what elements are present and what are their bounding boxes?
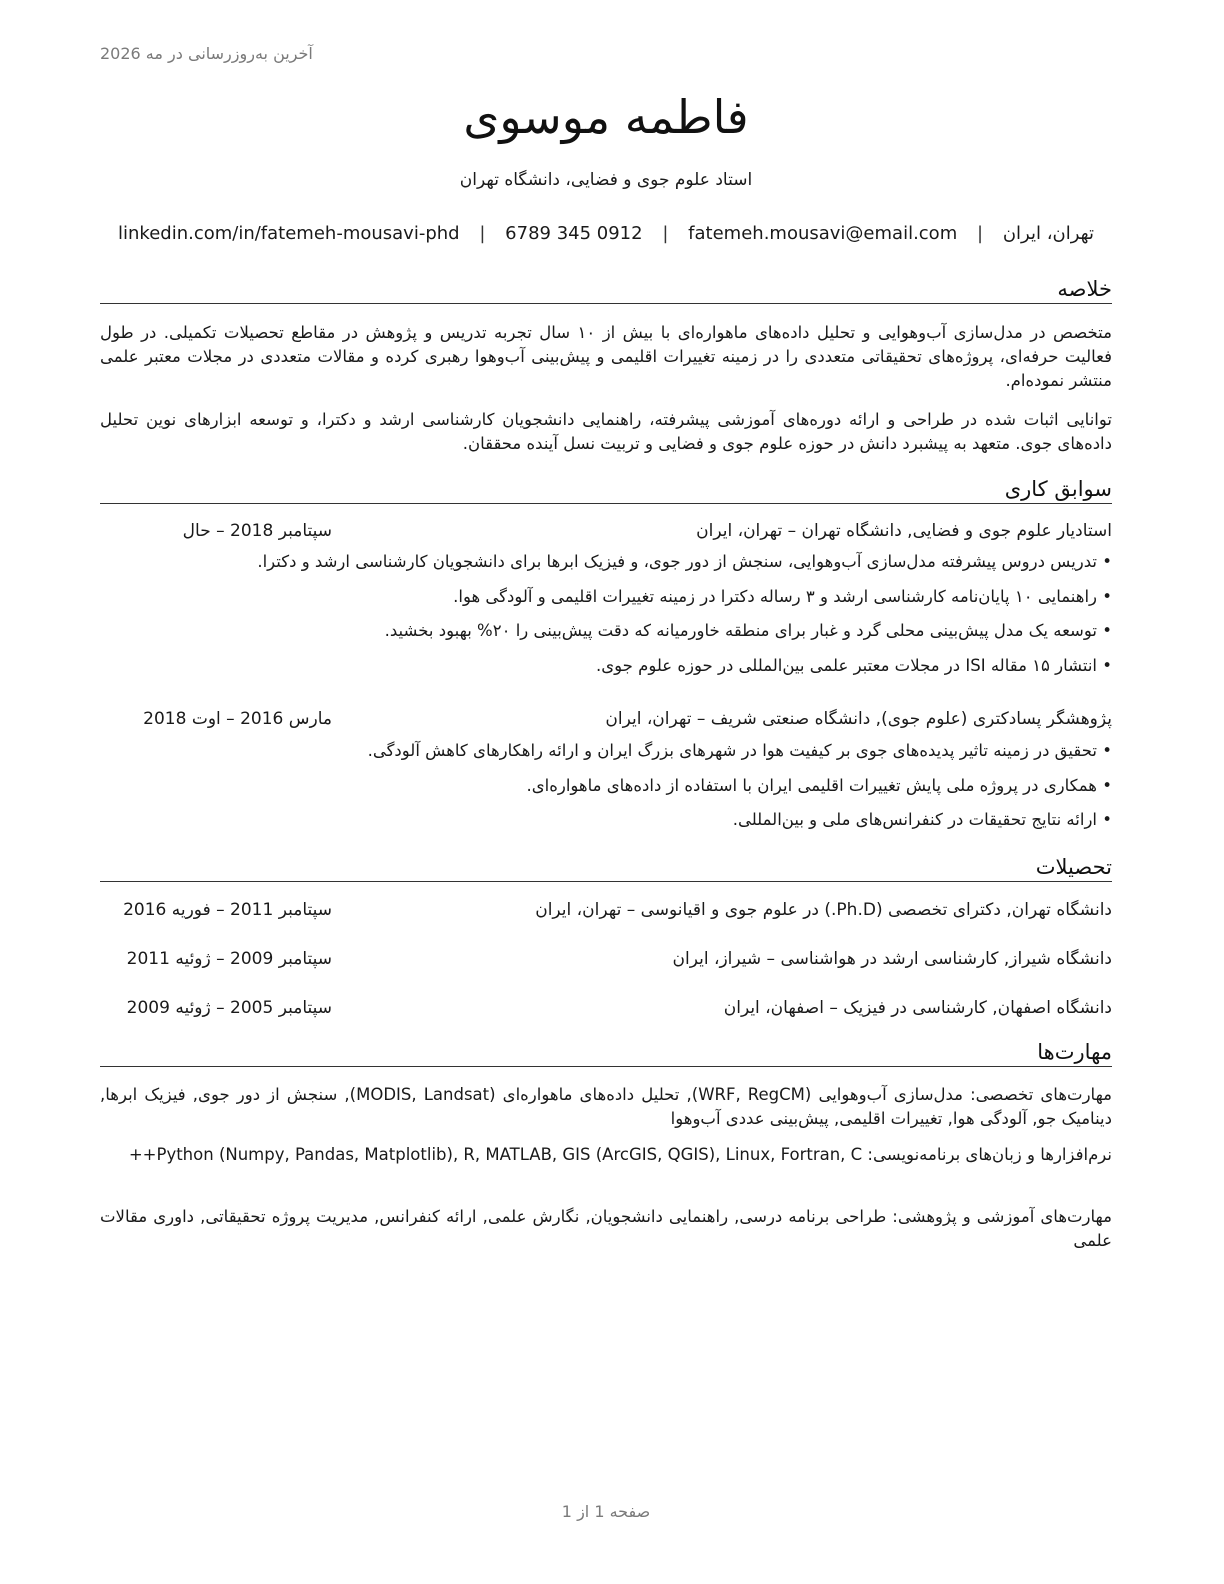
education-item (100, 897, 1112, 923)
skill-item: نرم‌افزارها و زبان‌های برنامه‌نویسی: Python (Numpy, Pandas, Matplotlib), R, MATLAB, GIS (ArcGIS, QGIS), Linux, Fortran, C++ (128, 1145, 1112, 1164)
job-bullet: • ارائه نتایج تحقیقات در کنفرانس‌های ملی و بین‌المللی. (100, 808, 1112, 832)
person-name: فاطمه موسوی (463, 90, 749, 144)
education-heading: تحصیلات (100, 854, 1112, 882)
last-updated-note: آخرین به‌روزرسانی در مه 2026 (100, 44, 313, 63)
contact-email[interactable]: fatemeh.mousavi@email.com (688, 223, 958, 244)
job-bullet: • راهنمایی ۱۰ پایان‌نامه کارشناسی ارشد و ۳ رساله دکترا در زمینه تغییرات اقلیمی و آلودگی هوا. (100, 585, 1112, 609)
page-number: صفحه 1 از 1 (561, 1502, 651, 1521)
job-header (100, 518, 1112, 544)
education-institution: دانشگاه تهران, دکترای تخصصی (Ph.D.) در علوم جوی و اقیانوسی – تهران، ایران (535, 900, 1112, 920)
job-bullet: • انتشار ۱۵ مقاله ISI در مجلات معتبر علمی بین‌المللی در حوزه علوم جوی. (100, 654, 1112, 678)
job-role: استادیار علوم جوی و فضایی, دانشگاه تهران – تهران، ایران (696, 521, 1112, 541)
education-institution: دانشگاه شیراز, کارشناسی ارشد در هواشناسی – شیراز، ایران (672, 949, 1112, 969)
education-dates: سپتامبر 2005 – ژوئیه 2009 (126, 998, 332, 1018)
skill-item: مهارت‌های تخصصی: مدل‌سازی آب‌وهوایی (WRF, RegCM), تحلیل داده‌های ماهواره‌ای (MODIS, Landsat), سنجش از دور جوی, فیزیک ابرها, دینامیک جو, آلودگی هوا, تغییرات اقلیمی, پیش‌بینی عددی آب‌وهوا (100, 1085, 1113, 1128)
job-bullet: • همکاری در پروژه ملی پایش تغییرات اقلیمی ایران با استفاده از داده‌های ماهواره‌ای. (100, 774, 1112, 798)
contact-line (118, 223, 1094, 244)
contact-separator: | (662, 223, 669, 244)
contact-phone[interactable]: 6789 345 0912 (505, 223, 643, 244)
education-item (100, 946, 1112, 972)
summary-paragraph: متخصص در مدل‌سازی آب‌وهوایی و تحلیل داده‌های ماهواره‌ای با بیش از ۱۰ سال تجربه تدریس و پژوهش در مقاطع تحصیلات تکمیلی. در طول فعالیت حرفه‌ای، پروژه‌های تحقیقاتی متعددی را در زمینه تغییرات اقلیمی و پیش‌بینی آب‌وهوا رهبری کرده و مقالات متعددی در مجلات معتبر علمی منتشر نموده‌ام. (100, 323, 1112, 390)
job-bullet: • تحقیق در زمینه تاثیر پدیده‌های جوی بر کیفیت هوا در شهرهای بزرگ ایران و ارائه راهکارهای کاهش آلودگی. (100, 739, 1112, 763)
resume-page (100, 0, 1112, 1584)
job-bullet: • توسعه یک مدل پیش‌بینی محلی گرد و غبار برای منطقه خاورمیانه که دقت پیش‌بینی را ۲۰% بهبود بخشید. (100, 619, 1112, 643)
summary-paragraph: توانایی اثبات شده در طراحی و ارائه دوره‌های آموزشی پیشرفته، راهنمایی دانشجویان کارشناسی ارشد و دکترا، و توسعه ابزارهای نوین تحلیل داده‌های جوی. متعهد به پیشبرد دانش در حوزه علوم جوی و فضایی و تربیت نسل آینده محققان. (100, 410, 1112, 453)
contact-separator: | (976, 223, 984, 244)
education-item (100, 995, 1112, 1021)
job-header (100, 706, 1112, 732)
job-role: پژوهشگر پسادکتری (علوم جوی), دانشگاه صنعتی شریف – تهران، ایران (605, 709, 1112, 729)
person-title: استاد علوم جوی و فضایی، دانشگاه تهران (459, 170, 753, 190)
experience-heading: سوابق کاری (100, 476, 1112, 504)
job-dates: سپتامبر 2018 – حال (182, 521, 332, 541)
education-dates: سپتامبر 2011 – فوریه 2016 (123, 900, 332, 920)
skills-heading: مهارت‌ها (100, 1039, 1112, 1067)
education-dates: سپتامبر 2009 – ژوئیه 2011 (126, 949, 332, 969)
education-institution: دانشگاه اصفهان, کارشناسی در فیزیک – اصفهان، ایران (723, 998, 1112, 1018)
job-bullet: • تدریس دروس پیشرفته مدل‌سازی آب‌وهوایی، سنجش از دور جوی، و فیزیک ابرها برای دانشجویان کارشناسی ارشد و دکترا. (100, 550, 1112, 574)
skill-item: مهارت‌های آموزشی و پژوهشی: طراحی برنامه درسی, راهنمایی دانشجویان, نگارش علمی, ارائه کنفرانس, مدیریت پروژه تحقیقاتی, داوری مقالات علمی (100, 1207, 1112, 1250)
contact-linkedin[interactable]: linkedin.com/in/fatemeh-mousavi-phd (118, 223, 460, 244)
contact-location: تهران، ایران (1002, 223, 1094, 244)
contact-separator: | (479, 223, 486, 244)
job-dates: مارس 2016 – اوت 2018 (143, 709, 332, 729)
summary-heading: خلاصه (100, 276, 1112, 304)
